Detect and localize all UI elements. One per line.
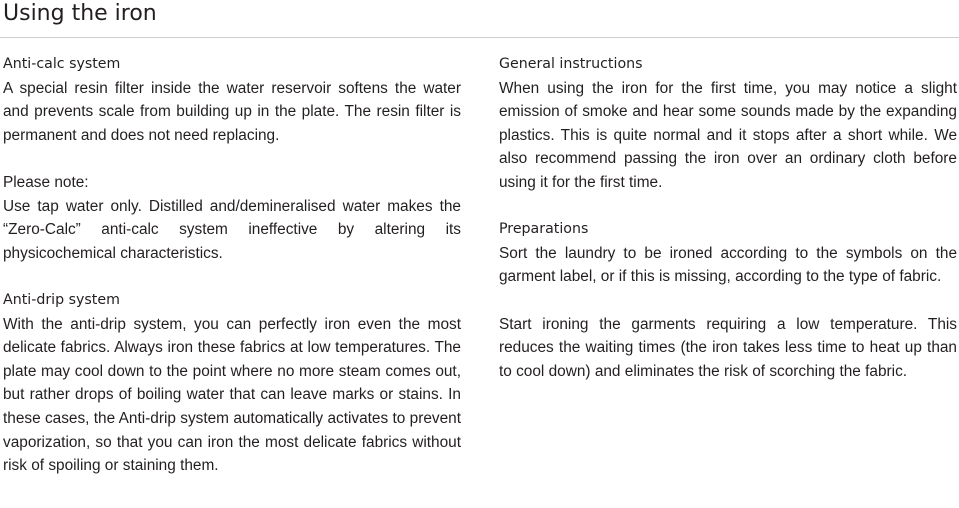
left-column [3, 53, 461, 478]
preparations-text-1: Sort the laundry to be ironed according to the symbols on the garment label, or if this is missing, according to the type of fabric. [499, 244, 957, 286]
note-label: Please note: [3, 173, 89, 191]
general-instructions-section [499, 53, 957, 195]
general-instructions-text: When using the iron for the first time, you may notice a slight emission of smoke and hear some sounds made by the expanding plastics. This is quite normal and it stops after a short while. We also recommend passing the iron over an ordinary cloth before using it for the first time. [499, 79, 957, 191]
anti-calc-section [3, 53, 461, 147]
note-section [3, 171, 461, 265]
anti-drip-heading: Anti-drip system [3, 291, 120, 308]
anti-drip-text: With the anti-drip system, you can perfectly iron even the most delicate fabrics. Always iron these fabrics at low temperatures. The plate may cool down to the point where no more steam comes out, but rather drops of boiling water that can leave marks or stains. In these cases, the Anti-drip system automatically activates to prevent vaporization, so that you can iron the most delicate fabrics without risk of spoiling or staining them. [3, 315, 461, 475]
right-column [499, 53, 957, 383]
anti-calc-text: A special resin filter inside the water reservoir softens the water and prevents scale from building up in the plate. The resin filter is permanent and does not need replacing. [3, 79, 461, 144]
anti-drip-section [3, 289, 461, 478]
general-instructions-heading: General instructions [499, 56, 643, 72]
note-text: Use tap water only. Distilled and/demineralised water makes the “Zero-Calc” anti-calc system ineffective by altering its physicochemical characteristics. [3, 197, 461, 262]
page-title: Using the iron [3, 1, 157, 26]
header-divider [0, 37, 959, 38]
preparations-text-2: Start ironing the garments requiring a low temperature. This reduces the waiting times (the iron takes less time to heat up than to cool down) and eliminates the risk of scorching the fabric. [499, 315, 957, 380]
preparations-heading: Preparations [499, 221, 589, 238]
anti-calc-heading: Anti-calc system [3, 56, 121, 72]
preparations-section [499, 218, 957, 383]
